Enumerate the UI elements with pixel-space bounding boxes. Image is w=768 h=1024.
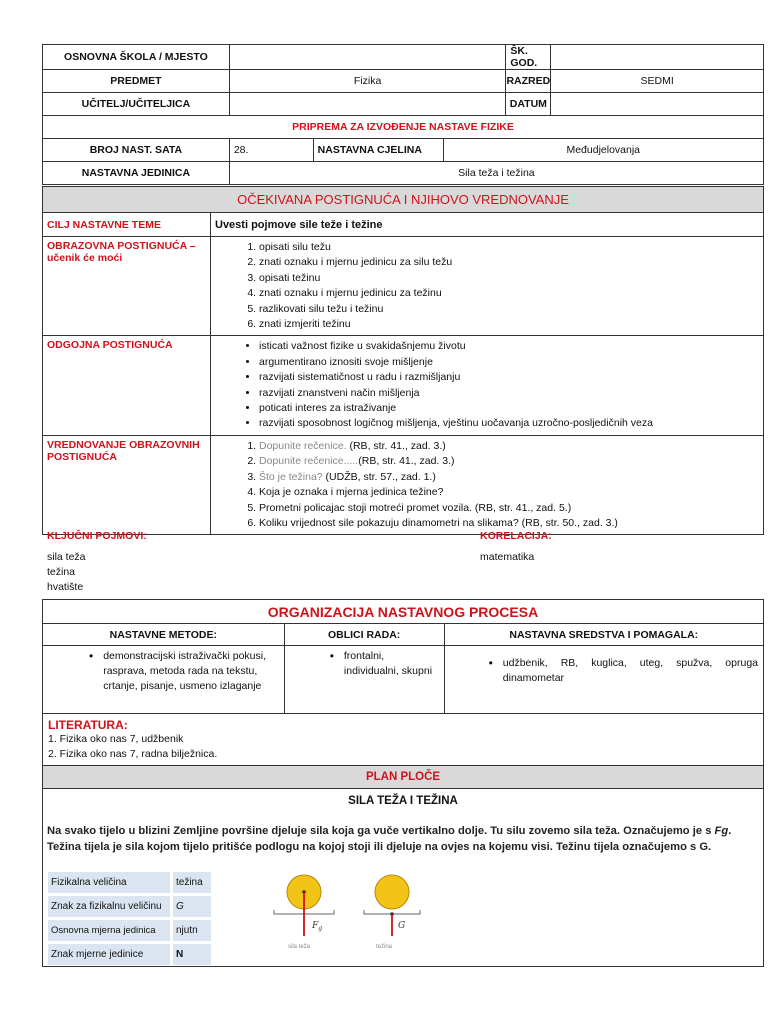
force-symbol: $F_g$ xyxy=(312,921,323,932)
teacher-field[interactable] xyxy=(229,93,506,116)
edu-outcomes-label: OBRAZOVNA POSTIGNUĆA – učenik će moći xyxy=(43,237,211,336)
subject-value: Fizika xyxy=(229,70,506,93)
list-item: 5. Prometni policajac stoji motreći promet vozila. (RB, str. 41., zad. 5.) xyxy=(259,501,759,516)
list-item: 4. Koja je oznaka i mjerna jedinica težine? xyxy=(259,485,759,500)
school-field[interactable] xyxy=(229,45,506,70)
unit-label: NASTAVNA CJELINA xyxy=(313,139,443,162)
table-row xyxy=(48,896,211,917)
list-item: • poticati interes za istraživanje xyxy=(259,401,759,416)
gravity-figures xyxy=(268,868,438,954)
list-item: 1. opisati silu težu xyxy=(259,240,759,255)
methods-item: • demonstracijski istraživački pokusi, rasprava, metoda rada na tekstu, crtanje, pisanje, usmeno izlaganje xyxy=(89,649,267,692)
properties-table xyxy=(45,869,214,968)
list-item: 2. znati oznaku i mjernu jedinicu za silu težu xyxy=(259,255,759,270)
organization-title: ORGANIZACIJA NASTAVNOG PROCESA xyxy=(43,600,764,624)
teacher-label: UČITELJ/UČITELJICA xyxy=(43,93,230,116)
table-row xyxy=(48,920,211,941)
bullet-icon: • xyxy=(488,656,493,670)
means-item: • udžbenik, RB, kuglica, uteg, spužva, opruga dinamometar xyxy=(488,656,758,684)
figure-gravity-force xyxy=(274,875,334,950)
forms-item: • frontalni, individualni, skupni xyxy=(329,649,433,677)
year-field[interactable] xyxy=(551,45,764,70)
list-item: • razvijati znanstveni način mišljenja xyxy=(259,386,759,401)
list-item: • razvijati sistematičnost u radu i razmišljanju xyxy=(259,370,759,385)
list-item: 1. Dopunite rečenice. (RB, str. 41., zad. 3.) xyxy=(259,439,759,454)
table-row xyxy=(48,872,211,893)
evaluation-label: VREDNOVANJE OBRAZOVNIH POSTIGNUĆA xyxy=(43,435,211,534)
list-item: težina xyxy=(47,566,76,578)
literature-label: LITERATURA: xyxy=(48,718,128,732)
literature-item: 2. Fizika oko nas 7, radna bilježnica. xyxy=(48,748,218,760)
list-item: 2. Dopunite rečenice.....(RB, str. 41., zad. 3.) xyxy=(259,454,759,469)
upbringing-outcomes-list xyxy=(259,339,759,431)
bullet-icon: • xyxy=(329,649,334,663)
outcomes-title: OČEKIVANA POSTIGNUĆA I NJIHOVO VREDNOVANJE xyxy=(43,187,764,213)
edu-outcomes-list xyxy=(259,240,759,332)
correlation-value: matematika xyxy=(480,551,535,563)
literature-item: 1. Fizika oko nas 7, udžbenik xyxy=(48,733,184,745)
figure-weight xyxy=(364,875,420,950)
board-plan-label: PLAN PLOČE xyxy=(43,766,764,789)
page-title: PRIPREMA ZA IZVOĐENJE NASTAVE FIZIKE xyxy=(43,116,764,139)
unit-value: Međudjelovanja xyxy=(443,139,763,162)
lesson-no-value: 28. xyxy=(229,139,313,162)
list-item: 6. znati izmjeriti težinu xyxy=(259,317,759,332)
forms-header: OBLICI RADA: xyxy=(284,624,444,646)
key-concepts-list xyxy=(47,550,86,595)
list-item: • argumentirano iznositi svoje mišljenje xyxy=(259,355,759,370)
bullet-icon: • xyxy=(89,649,94,663)
board-title: SILA TEŽA I TEŽINA xyxy=(348,795,458,807)
methods-header: NASTAVNE METODE: xyxy=(43,624,285,646)
table-row xyxy=(48,944,211,965)
list-item: 5. razlikovati silu težu i težinu xyxy=(259,302,759,317)
topic-label: NASTAVNA JEDINICA xyxy=(43,162,230,185)
prop-label: Znak za fizikalnu veličinu xyxy=(48,896,170,917)
list-item: • razvijati sposobnost logičnog mišljenja, vještinu uočavanja uzročno-posljedičnih veza xyxy=(259,416,759,431)
list-item: 3. Što je težina? (UDŽB, str. 57., zad. 1.) xyxy=(259,470,759,485)
figure-caption: sila teža xyxy=(288,944,311,950)
ball-icon xyxy=(375,875,409,909)
school-label: OSNOVNA ŠKOLA / MJESTO xyxy=(43,45,230,70)
correlation-label: KORELACIJA: xyxy=(480,530,552,542)
lesson-no-label: BROJ NAST. SATA xyxy=(43,139,230,162)
list-item: 6. Koliku vrijednost sile pokazuju dinamometri na slikama? (RB, str. 50., zad. 3.) xyxy=(259,516,759,531)
figure-caption: težina xyxy=(376,944,393,950)
prop-label: Fizikalna veličina xyxy=(48,872,170,893)
weight-symbol: G xyxy=(398,921,406,931)
board-text: Na svako tijelo u blizini Zemljine površine djeluje sila koja ga vuče vertikalno dolje. Tu silu zovemo sila teža. Označujemo je s Fg. Težina tijela je sila kojom tijelo pritišće podlogu na kojoj stoji ili djeluje na ovjes na kojemu visi. Težinu tijela označujemo s G. xyxy=(47,825,732,853)
prop-label: Znak mjerne jedinice xyxy=(48,944,170,965)
key-concepts-label: KLJUČNI POJMOVI: xyxy=(47,530,147,542)
goal-label: CILJ NASTAVNE TEME xyxy=(43,213,211,237)
list-item: • isticati važnost fizike u svakidašnjemu životu xyxy=(259,339,759,354)
evaluation-list xyxy=(259,439,759,531)
goal-value: Uvesti pojmove sile teže i težine xyxy=(211,213,764,237)
prop-value: N xyxy=(173,944,211,965)
date-label: DATUM xyxy=(506,93,551,116)
outcomes-table xyxy=(42,186,764,535)
subject-label: PREDMET xyxy=(43,70,230,93)
grade-value: SEDMI xyxy=(551,70,764,93)
year-label: ŠK. GOD. xyxy=(506,45,551,70)
list-item: hvatište xyxy=(47,581,84,593)
date-field[interactable] xyxy=(551,93,764,116)
prop-label: Osnovna mjerna jedinica xyxy=(48,920,170,941)
topic-value: Sila teža i težina xyxy=(229,162,763,185)
grade-label: RAZRED xyxy=(506,70,551,93)
list-item: 3. opisati težinu xyxy=(259,271,759,286)
prop-value: G xyxy=(173,896,211,917)
upbringing-outcomes-label: ODGOJNA POSTIGNUĆA xyxy=(43,336,211,435)
prop-value: njutn xyxy=(173,920,211,941)
header-table xyxy=(42,44,764,185)
list-item: sila teža xyxy=(47,551,86,563)
prop-value: težina xyxy=(173,872,211,893)
list-item: 4. znati oznaku i mjernu jedinicu za težinu xyxy=(259,286,759,301)
means-header: NASTAVNA SREDSTVA I POMAGALA: xyxy=(444,624,763,646)
